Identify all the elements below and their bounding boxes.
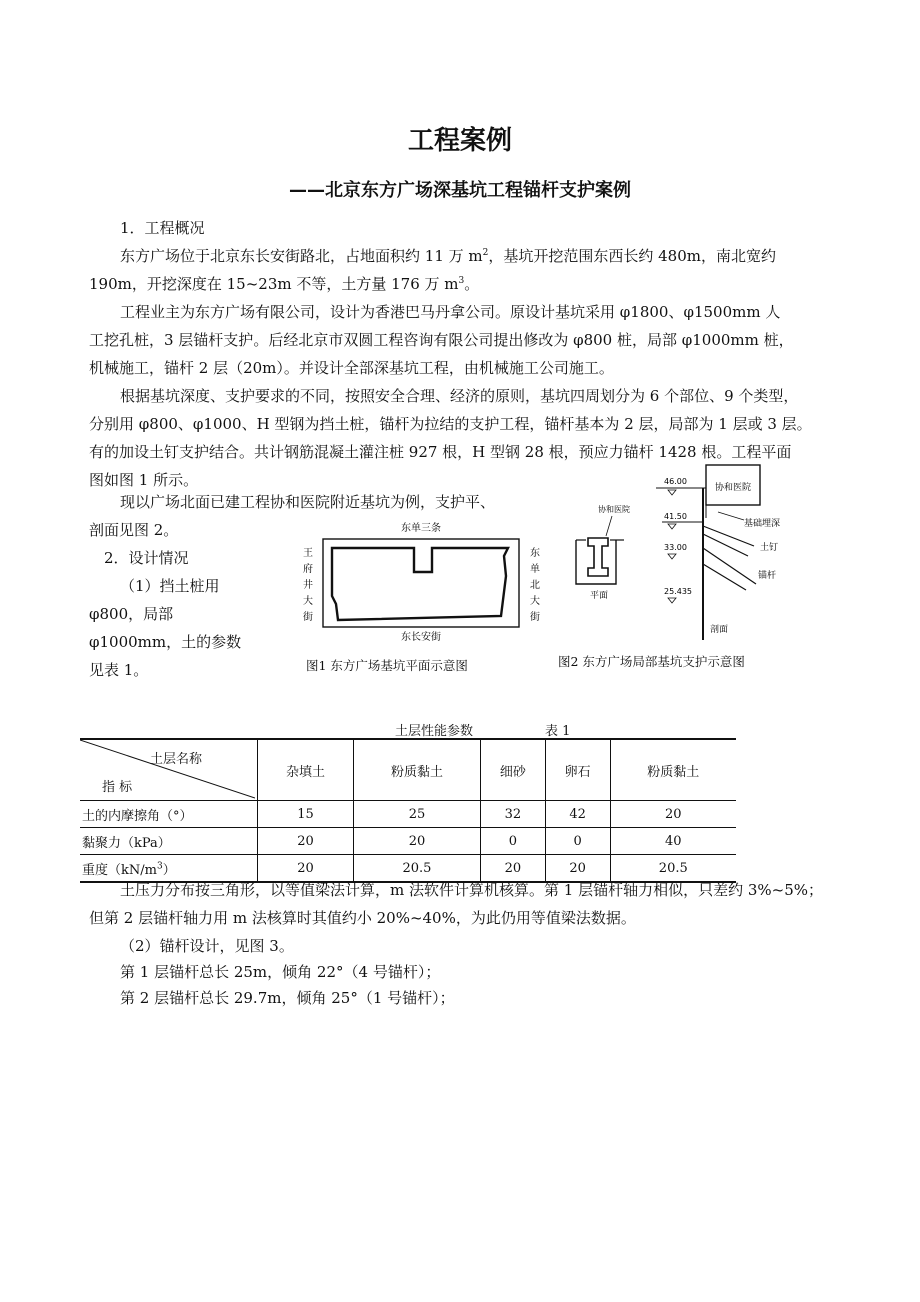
svg-text:大: 大 xyxy=(303,596,313,607)
pit-outline xyxy=(332,548,508,620)
site-boundary xyxy=(323,539,519,627)
svg-text:大: 大 xyxy=(530,596,540,607)
nail-label: 土钉 xyxy=(760,543,779,553)
elevation-46: 46.00 xyxy=(664,477,687,486)
figure2-support-diagram xyxy=(568,460,800,646)
north-street-label: 东单三条 xyxy=(401,523,441,534)
anchor-label: 锚杆 xyxy=(758,571,777,581)
paragraph-line: 见表 1。 xyxy=(89,661,149,679)
hospital-plan-label: 协和医院 xyxy=(598,505,630,514)
column-header: 粉质黏土 xyxy=(353,739,480,801)
section-heading-design: 2．设计情况 xyxy=(104,549,189,567)
paragraph-line: 工挖孔桩，3 层锚杆支护。后经北京市双圆工程咨询有限公司提出修改为 φ800 桩，局部 φ1000mm 桩， xyxy=(89,331,794,349)
corner-top-label: 土层名称 xyxy=(150,752,203,767)
figure1-caption: 图1 东方广场基坑平面示意图 xyxy=(306,658,468,673)
plan-pit-outline xyxy=(576,540,616,584)
table-header-row xyxy=(80,739,736,801)
svg-text:街: 街 xyxy=(530,612,540,623)
paragraph-line: 有的加设土钉支护结合。共计钢筋混凝土灌注桩 927 根，H 型钢 28 根，预应力锚杆 1428 根。工程平面 xyxy=(89,443,792,461)
table-cell: 20 xyxy=(610,801,736,828)
section-label: 剖面 xyxy=(710,625,729,635)
soil-nail xyxy=(703,526,754,546)
paragraph-line: φ800，局部 xyxy=(89,605,174,623)
row-label: 土的内摩擦角（°） xyxy=(80,801,258,828)
table-number: 表 1 xyxy=(545,724,571,739)
page-subtitle: ——北京东方广场深基坑工程锚杆支护案例 xyxy=(289,180,631,201)
elevation-25: 25.435 xyxy=(664,587,692,596)
paragraph-line: 剖面见图 2。 xyxy=(89,521,179,539)
table-cell: 32 xyxy=(481,801,546,828)
paragraph-line: （1）挡土桩用 xyxy=(120,577,220,595)
column-header: 杂填土 xyxy=(258,739,354,801)
paragraph-line: 根据基坑深度、支护要求的不同，按照安全合理、经济的原则，基坑四周划分为 6 个部位、9 个类型， xyxy=(120,387,799,405)
paragraph-line: 东方广场位于北京东长安街路北，占地面积约 11 万 $m^2$，基坑开挖范围东西长约 480m，南北宽约 xyxy=(120,247,776,265)
table-cell: 25 xyxy=(353,801,480,828)
paragraph-line: 土压力分布按三角形，以等值梁法计算，m 法软件计算机核算。第 1 层锚杆轴力相似，只差约 3%~5%； xyxy=(120,881,824,899)
south-street-label: 东长安街 xyxy=(401,632,441,642)
paragraph-line: φ1000mm，土的参数 xyxy=(89,633,242,651)
soil-parameter-table xyxy=(80,738,736,883)
table-cell: 20 xyxy=(353,828,480,855)
corner-bottom-label: 指 标 xyxy=(102,780,133,795)
row-label: 重度$(kN/m^3)$ xyxy=(80,855,258,883)
table-cell: 20.5 xyxy=(610,855,736,883)
table-cell: 20.5 xyxy=(353,855,480,883)
svg-text:王: 王 xyxy=(303,548,313,559)
section-heading-overview: 1．工程概况 xyxy=(120,219,205,237)
paragraph-line: （2）锚杆设计，见图 3。 xyxy=(120,937,294,955)
table-row xyxy=(80,801,736,828)
row-label: 黏聚力（kPa） xyxy=(80,828,258,855)
table-cell: 0 xyxy=(545,828,610,855)
paragraph-line: 190m，开挖深度在 15~23m 不等，土方量 176 万 $m^3$。 xyxy=(89,275,480,293)
figure1-plan-diagram xyxy=(296,516,548,642)
paragraph-line: 工程业主为东方广场有限公司，设计为香港巴马丹拿公司。原设计基坑采用 φ1800、φ1500mm 人 xyxy=(120,303,781,321)
column-header: 卵石 xyxy=(545,739,610,801)
column-header: 细砂 xyxy=(481,739,546,801)
svg-text:府: 府 xyxy=(303,564,313,575)
anchor-rod xyxy=(703,564,746,590)
table-cell: 40 xyxy=(610,828,736,855)
table-cell: 0 xyxy=(481,828,546,855)
paragraph-line: 第 2 层锚杆总长 29.7m，倾角 25°（1 号锚杆）； xyxy=(120,989,455,1007)
east-street-label xyxy=(530,546,540,623)
table-cell: 20 xyxy=(258,828,354,855)
paragraph-line: 机械施工，锚杆 2 层（20m）。并设计全部深基坑工程，由机械施工公司施工。 xyxy=(89,359,614,377)
west-street-label xyxy=(303,547,313,623)
paragraph-line: 但第 2 层锚杆轴力用 m 法核算时其值约小 20%~40%，为此仍用等值梁法数据。 xyxy=(89,909,636,927)
table-cell: 20 xyxy=(545,855,610,883)
elevation-33: 33.00 xyxy=(664,543,687,552)
column-header: 粉质黏土 xyxy=(610,739,736,801)
anchor-rod xyxy=(703,548,756,584)
table-row xyxy=(80,828,736,855)
svg-text:街: 街 xyxy=(303,612,313,623)
table-cell: 20 xyxy=(481,855,546,883)
svg-text:单: 单 xyxy=(530,564,540,575)
paragraph-line: 图如图 1 所示。 xyxy=(89,471,199,489)
table-cell: 20 xyxy=(258,855,354,883)
paragraph-line: 分别用 φ800、φ1000、H 型钢为挡土桩，锚杆为拉结的支护工程，锚杆基本为 2 层，局部为 1 层或 3 层。 xyxy=(89,415,812,433)
table-corner-cell xyxy=(80,739,258,801)
page-title: 工程案例 xyxy=(407,126,512,156)
figure2-caption: 图2 东方广场局部基坑支护示意图 xyxy=(558,654,745,669)
hospital-box-label: 协和医院 xyxy=(714,483,752,493)
paragraph-line: 现以广场北面已建工程协和医院附近基坑为例，支护平、 xyxy=(120,493,496,511)
svg-text:东: 东 xyxy=(530,548,540,559)
plan-label: 平面 xyxy=(590,591,609,601)
plan-building xyxy=(588,538,608,576)
svg-text:北: 北 xyxy=(530,580,540,591)
svg-text:井: 井 xyxy=(303,580,313,591)
table-cell: 42 xyxy=(545,801,610,828)
paragraph-line: 第 1 层锚杆总长 25m，倾角 22°（4 号锚杆）； xyxy=(120,963,441,981)
table-cell: 15 xyxy=(258,801,354,828)
table-title: 土层性能参数 xyxy=(395,724,474,739)
elevation-41: 41.50 xyxy=(664,512,687,521)
foundation-depth-label: 基础埋深 xyxy=(744,519,781,529)
